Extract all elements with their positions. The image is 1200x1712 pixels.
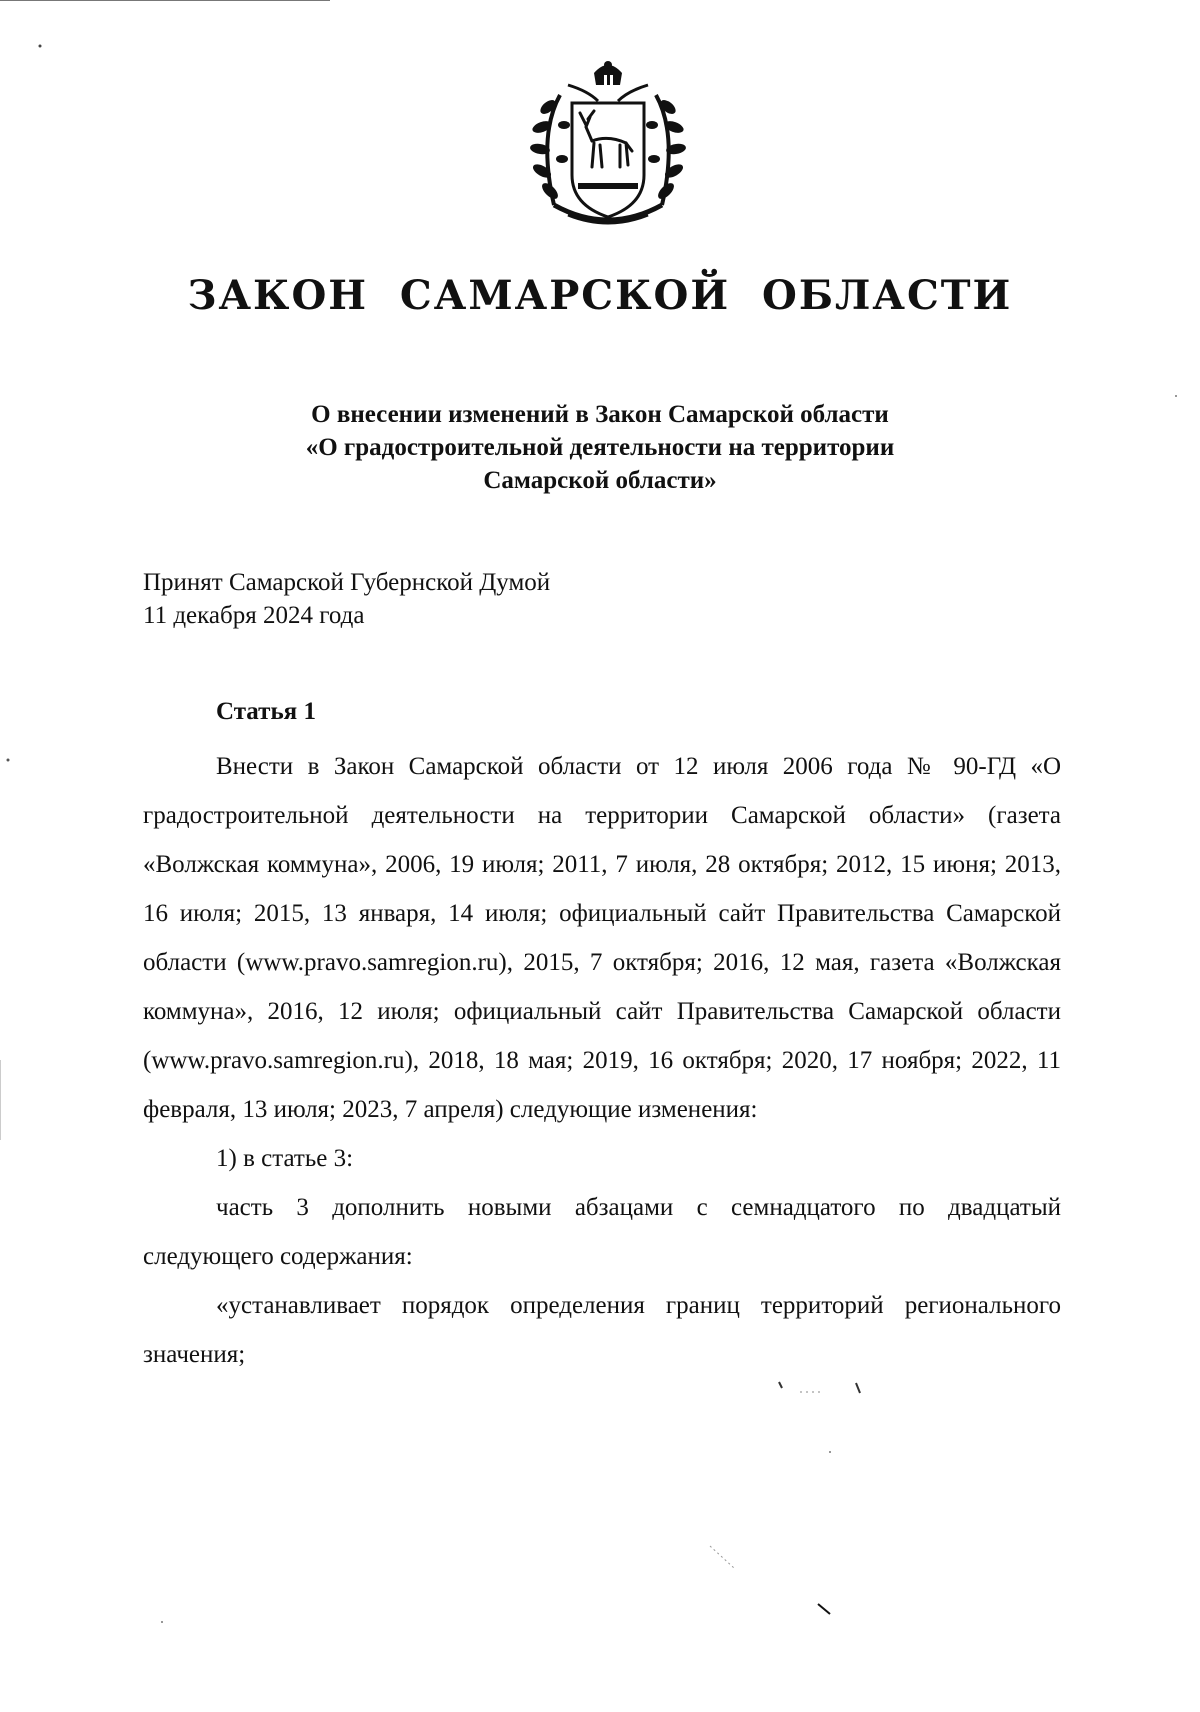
adopted-by-line: Принят Самарской Губернской Думой [143,569,551,596]
article-heading: Статья 1 [216,698,316,725]
article-body [143,742,1061,1379]
goat-icon [580,111,632,167]
paragraph-part-3: часть 3 дополнить новыми абзацами с семнадцатого по двадцатый следующего содержания: [143,1194,1061,1270]
law-title: ЗАКОН САМАРСКОЙ ОБЛАСТИ [187,272,1013,319]
subtitle-line: Самарской области» [483,467,717,494]
adoption-info [143,566,550,632]
oak-branch-icon [529,95,570,205]
subtitle-line: О внесении изменений в Закон Самарской области [311,401,889,428]
paragraph-item-1: 1) в статье 3: [216,1145,354,1172]
law-subtitle [0,398,1200,497]
samara-coat-of-arms-emblem [508,55,708,233]
adoption-date-line: 11 декабря 2024 года [143,602,365,629]
paragraph-amendment-intro: Внести в Закон Самарской области от 12 июля 2006 года № 90-ГД «О градостроительной деятельности на территории Самарской области» (газета «Волжская коммуна», 2006, 19 июля; 2011, 7 июля, 28 октября; 2012, 15 июня; 2013, 16 июля; 2015, 13 января, 14 июля; официальный сайт Правительства Самарской области (www.pravo.samregion.ru), 2015, 7 октября; 2016, 12 мая, газета «Волжская коммуна», 2016, 12 июля; официальный сайт Правительства Самарской области (www.pravo.samregion.ru), 2018, 18 мая; 2019, 16 октября; 2020, 17 ноября; 2022, 11 февраля, 13 июля; 2023, 7 апреля) следующие изменения: [143,753,1061,1123]
laurel-branch-icon [646,95,687,205]
scan-edge-line [0,0,330,1]
crown-icon [594,61,622,85]
subtitle-line: «О градостроительной деятельности на территории [305,434,895,461]
paragraph-quoted-text: «устанавливает порядок определения границ территорий регионального значения; [143,1292,1061,1368]
